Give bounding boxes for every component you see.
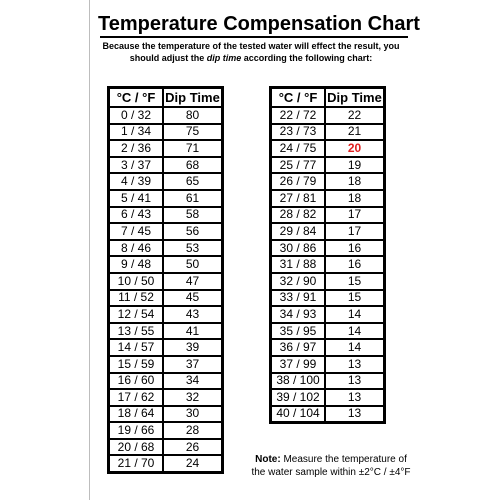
table-row <box>109 207 223 224</box>
table-row <box>109 140 223 157</box>
temperature-cell: 3 / 37 <box>109 157 164 174</box>
temperature-cell: 33 / 91 <box>271 290 326 307</box>
header-temperature: °C / °F <box>109 88 164 108</box>
dip-time-cell: 17 <box>325 223 385 240</box>
temperature-cell: 12 / 54 <box>109 306 164 323</box>
temperature-cell: 29 / 84 <box>271 223 326 240</box>
table-row <box>109 455 223 472</box>
temperature-cell: 25 / 77 <box>271 157 326 174</box>
table-row <box>109 406 223 423</box>
dip-time-cell: 39 <box>163 339 223 356</box>
temperature-cell: 21 / 70 <box>109 455 164 472</box>
temperature-cell: 39 / 102 <box>271 389 326 406</box>
dip-time-cell: 16 <box>325 240 385 257</box>
temperature-cell: 23 / 73 <box>271 124 326 141</box>
temperature-cell: 31 / 88 <box>271 256 326 273</box>
dip-time-cell: 13 <box>325 356 385 373</box>
note-text-line1: Measure the temperature of <box>280 454 407 465</box>
dip-time-cell: 24 <box>163 455 223 472</box>
table-row <box>271 339 385 356</box>
temperature-cell: 34 / 93 <box>271 306 326 323</box>
temperature-cell: 5 / 41 <box>109 190 164 207</box>
table-row <box>109 356 223 373</box>
temperature-cell: 28 / 82 <box>271 207 326 224</box>
table-row <box>109 306 223 323</box>
table-row <box>109 290 223 307</box>
dip-time-cell: 80 <box>163 107 223 124</box>
table-header-row <box>109 88 223 108</box>
table-row <box>271 256 385 273</box>
dip-time-cell: 32 <box>163 389 223 406</box>
temperature-cell: 38 / 100 <box>271 373 326 390</box>
dip-time-cell: 75 <box>163 124 223 141</box>
temperature-cell: 35 / 95 <box>271 323 326 340</box>
temperature-cell: 6 / 43 <box>109 207 164 224</box>
table-row <box>109 439 223 456</box>
temperature-cell: 14 / 57 <box>109 339 164 356</box>
dip-time-cell: 65 <box>163 173 223 190</box>
dip-time-cell: 13 <box>325 373 385 390</box>
note <box>236 453 426 479</box>
temperature-cell: 24 / 75 <box>271 140 326 157</box>
table-row <box>109 173 223 190</box>
temperature-cell: 40 / 104 <box>271 406 326 423</box>
table-row <box>271 406 385 423</box>
dip-time-cell: 58 <box>163 207 223 224</box>
temperature-cell: 17 / 62 <box>109 389 164 406</box>
temperature-cell: 11 / 52 <box>109 290 164 307</box>
left-margin-rule <box>89 0 90 500</box>
table-row <box>271 356 385 373</box>
table-row <box>109 223 223 240</box>
subtitle <box>92 40 410 64</box>
temperature-cell: 30 / 86 <box>271 240 326 257</box>
table-row <box>271 273 385 290</box>
temperature-cell: 8 / 46 <box>109 240 164 257</box>
table-row <box>109 107 223 124</box>
temperature-table-left <box>107 86 224 474</box>
dip-time-cell: 16 <box>325 256 385 273</box>
table-row <box>271 223 385 240</box>
subtitle-emphasis: dip time <box>206 53 242 63</box>
subtitle-line2-post: according the following chart: <box>241 53 373 63</box>
dip-time-cell: 17 <box>325 207 385 224</box>
table-row <box>109 339 223 356</box>
subtitle-line1: Because the temperature of the tested water will effect the result, you <box>102 41 400 51</box>
dip-time-cell: 13 <box>325 389 385 406</box>
dip-time-cell: 47 <box>163 273 223 290</box>
dip-time-cell: 53 <box>163 240 223 257</box>
dip-time-cell: 14 <box>325 323 385 340</box>
dip-time-cell: 26 <box>163 439 223 456</box>
dip-time-cell: 34 <box>163 373 223 390</box>
table-row <box>109 190 223 207</box>
temperature-cell: 18 / 64 <box>109 406 164 423</box>
dip-time-cell: 41 <box>163 323 223 340</box>
temperature-cell: 4 / 39 <box>109 173 164 190</box>
table-row <box>271 140 385 157</box>
temperature-cell: 26 / 79 <box>271 173 326 190</box>
dip-time-cell: 14 <box>325 306 385 323</box>
table-row <box>109 157 223 174</box>
table-row <box>109 422 223 439</box>
note-text-line2: the water sample within ±2°C / ±4°F <box>251 467 411 478</box>
dip-time-cell: 18 <box>325 190 385 207</box>
table-row <box>271 306 385 323</box>
temperature-cell: 10 / 50 <box>109 273 164 290</box>
table-row <box>109 323 223 340</box>
dip-time-cell: 28 <box>163 422 223 439</box>
table-row <box>109 124 223 141</box>
temperature-cell: 9 / 48 <box>109 256 164 273</box>
dip-time-cell: 61 <box>163 190 223 207</box>
table-row <box>109 389 223 406</box>
dip-time-cell: 13 <box>325 406 385 423</box>
table-row <box>109 240 223 257</box>
table-row <box>109 273 223 290</box>
header-dip-time: Dip Time <box>163 88 223 108</box>
dip-time-cell: 43 <box>163 306 223 323</box>
table-row <box>271 240 385 257</box>
table-row <box>271 107 385 124</box>
title-underline <box>100 36 408 38</box>
temperature-cell: 19 / 66 <box>109 422 164 439</box>
temperature-cell: 22 / 72 <box>271 107 326 124</box>
dip-time-cell: 68 <box>163 157 223 174</box>
dip-time-cell: 50 <box>163 256 223 273</box>
dip-time-cell: 37 <box>163 356 223 373</box>
dip-time-cell: 20 <box>325 140 385 157</box>
temperature-cell: 1 / 34 <box>109 124 164 141</box>
dip-time-cell: 14 <box>325 339 385 356</box>
temperature-cell: 37 / 99 <box>271 356 326 373</box>
temperature-cell: 27 / 81 <box>271 190 326 207</box>
table-header-row <box>271 88 385 108</box>
subtitle-line2-pre: should adjust the <box>129 53 207 63</box>
table-row <box>271 389 385 406</box>
dip-time-cell: 22 <box>325 107 385 124</box>
temperature-cell: 0 / 32 <box>109 107 164 124</box>
temperature-cell: 32 / 90 <box>271 273 326 290</box>
table-row <box>271 207 385 224</box>
dip-time-cell: 15 <box>325 290 385 307</box>
table-row <box>271 124 385 141</box>
note-label: Note: <box>255 454 281 465</box>
table-row <box>271 190 385 207</box>
table-row <box>271 373 385 390</box>
dip-time-cell: 45 <box>163 290 223 307</box>
table-row <box>109 373 223 390</box>
table-row <box>271 157 385 174</box>
header-temperature: °C / °F <box>271 88 326 108</box>
dip-time-cell: 30 <box>163 406 223 423</box>
dip-time-cell: 56 <box>163 223 223 240</box>
table-row <box>271 290 385 307</box>
temperature-cell: 36 / 97 <box>271 339 326 356</box>
temperature-cell: 2 / 36 <box>109 140 164 157</box>
dip-time-cell: 21 <box>325 124 385 141</box>
dip-time-cell: 71 <box>163 140 223 157</box>
dip-time-cell: 19 <box>325 157 385 174</box>
header-dip-time: Dip Time <box>325 88 385 108</box>
temperature-cell: 7 / 45 <box>109 223 164 240</box>
table-row <box>271 323 385 340</box>
temperature-cell: 13 / 55 <box>109 323 164 340</box>
temperature-cell: 16 / 60 <box>109 373 164 390</box>
table-row <box>271 173 385 190</box>
dip-time-cell: 15 <box>325 273 385 290</box>
table-row <box>109 256 223 273</box>
temperature-cell: 15 / 59 <box>109 356 164 373</box>
temperature-cell: 20 / 68 <box>109 439 164 456</box>
temperature-table-right <box>269 86 386 424</box>
dip-time-cell: 18 <box>325 173 385 190</box>
page-title: Temperature Compensation Chart <box>98 13 420 35</box>
